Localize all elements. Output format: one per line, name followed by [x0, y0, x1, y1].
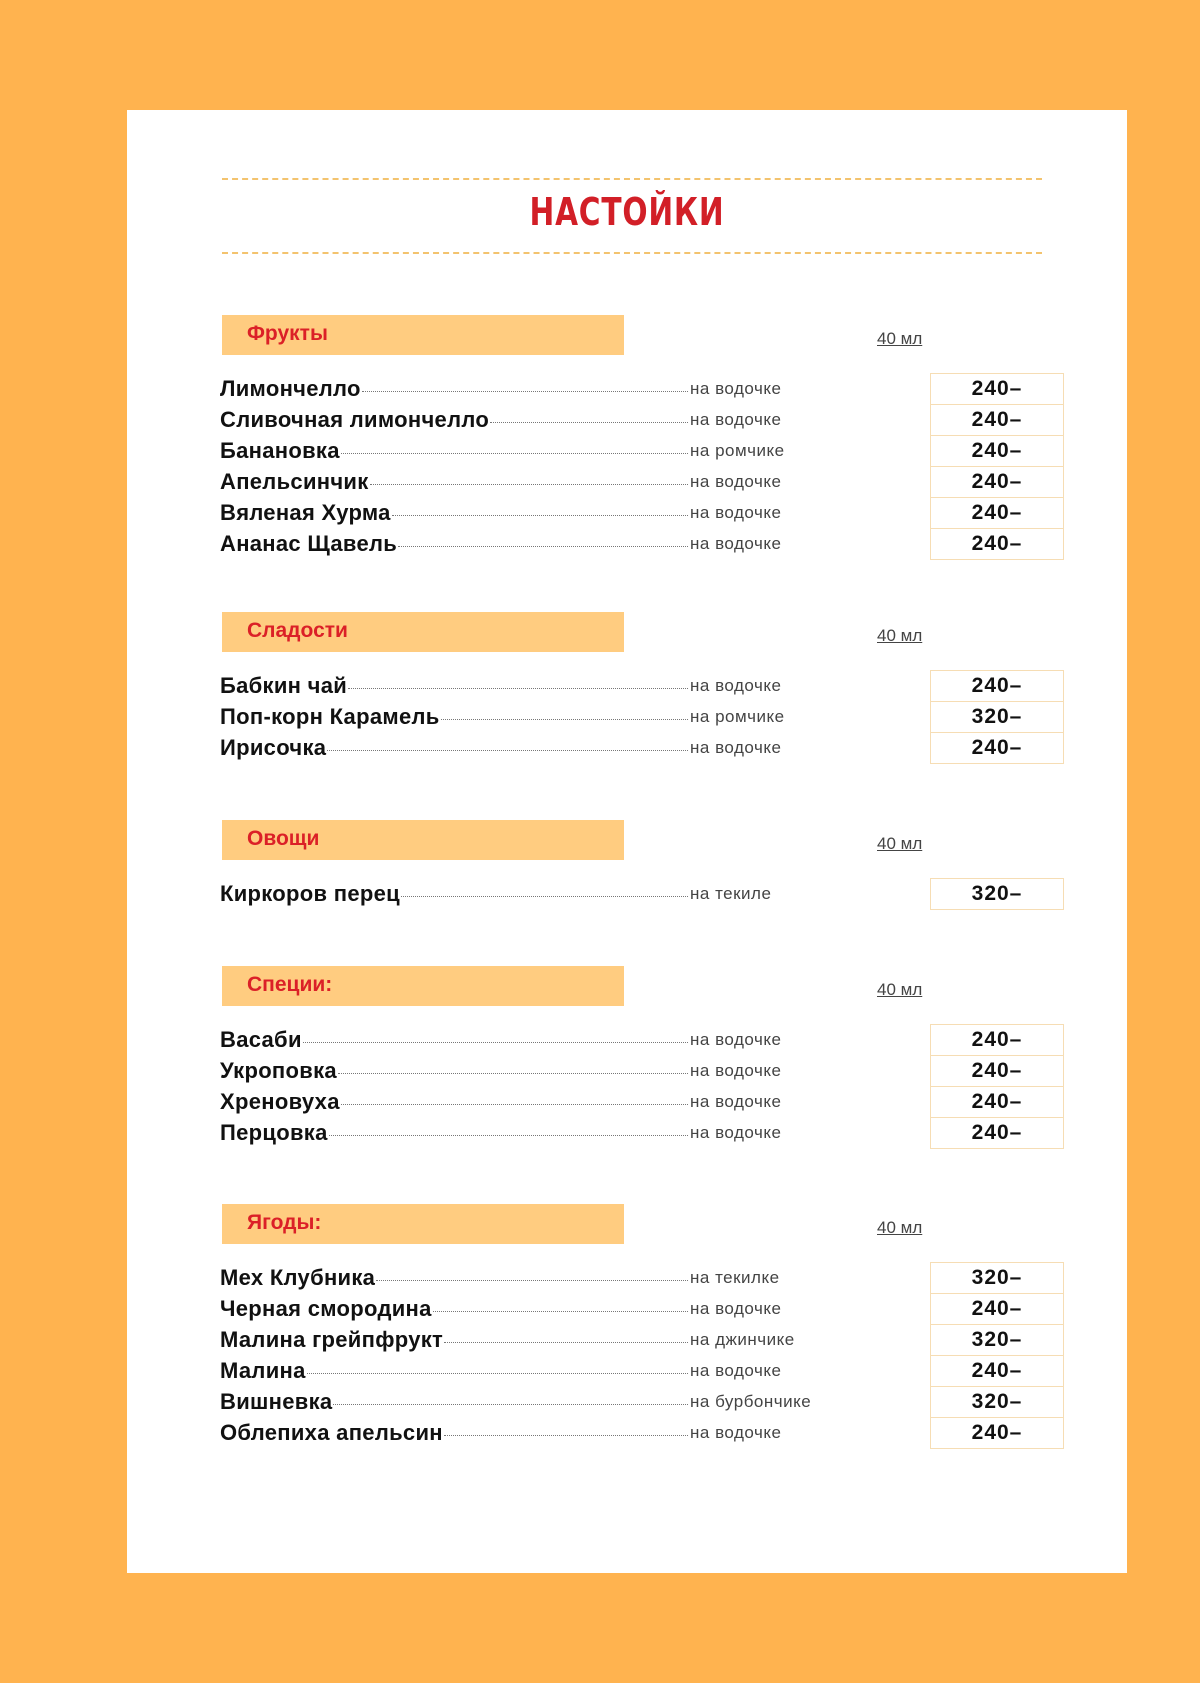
item-name: Малина грейпфрукт	[220, 1327, 444, 1352]
item-base-spirit: на текиле	[690, 884, 772, 903]
menu-item-row	[220, 670, 1023, 701]
section-header-bar	[222, 612, 624, 652]
item-name-with-leader	[220, 1117, 688, 1148]
item-price: 240–	[930, 1417, 1064, 1449]
item-price: 240–	[930, 528, 1064, 560]
item-price: 240–	[930, 435, 1064, 467]
dot-leader	[392, 515, 688, 516]
item-name-with-leader	[220, 878, 688, 909]
menu-item-row	[220, 878, 1023, 909]
item-base-spirit: на водочке	[690, 1061, 782, 1080]
item-base-spirit: на водочке	[690, 410, 782, 429]
item-name: Ананас Щавель	[220, 531, 398, 556]
item-name: Ирисочка	[220, 735, 327, 760]
menu-item-row	[220, 528, 1023, 559]
item-name-with-leader	[220, 1293, 688, 1324]
item-price: 240–	[930, 466, 1064, 498]
item-name: Укроповка	[220, 1058, 337, 1083]
item-name-with-leader	[220, 466, 688, 497]
volume-label: 40 мл	[877, 834, 923, 853]
menu-item-row	[220, 497, 1023, 528]
top-dashed-divider	[222, 178, 1042, 180]
item-price: 320–	[930, 1324, 1064, 1356]
item-base-spirit: на водочке	[690, 676, 782, 695]
item-price: 240–	[930, 1024, 1064, 1056]
section-header-bar	[222, 315, 624, 355]
section-title: Специи:	[247, 973, 333, 996]
item-name: Облепиха апельсин	[220, 1420, 443, 1445]
item-name: Вяленая Хурма	[220, 500, 391, 525]
menu-item-row	[220, 1355, 1023, 1386]
dot-leader	[303, 1042, 688, 1043]
item-base-spirit: на текилке	[690, 1268, 780, 1287]
section-title: Фрукты	[247, 322, 328, 345]
item-name: Банановка	[220, 438, 340, 463]
item-name: Бабкин чай	[220, 673, 348, 698]
item-base-spirit: на водочке	[690, 534, 782, 553]
item-base-spirit: на водочке	[690, 379, 782, 398]
item-price: 320–	[930, 878, 1064, 910]
menu-item-row	[220, 373, 1023, 404]
item-base-spirit: на ромчике	[690, 441, 785, 460]
dot-leader	[338, 1073, 688, 1074]
dot-leader	[329, 1135, 688, 1136]
menu-item-row	[220, 1055, 1023, 1086]
item-name-with-leader	[220, 1262, 688, 1293]
volume-label: 40 мл	[877, 1218, 923, 1237]
item-base-spirit: на водочке	[690, 1299, 782, 1318]
menu-item-row	[220, 435, 1023, 466]
item-price: 240–	[930, 732, 1064, 764]
dot-leader	[441, 719, 688, 720]
item-base-spirit: на водочке	[690, 1030, 782, 1049]
item-base-spirit: на водочке	[690, 472, 782, 491]
section-header-bar	[222, 1204, 624, 1244]
menu-item-row	[220, 1024, 1023, 1055]
item-name: Вишневка	[220, 1389, 333, 1414]
menu-item-row	[220, 466, 1023, 497]
dot-leader	[307, 1373, 688, 1374]
dot-leader	[327, 750, 688, 751]
item-name: Васаби	[220, 1027, 302, 1052]
item-name-with-leader	[220, 1417, 688, 1448]
item-price: 320–	[930, 1386, 1064, 1418]
item-base-spirit: на джинчике	[690, 1330, 795, 1349]
item-name-with-leader	[220, 1024, 688, 1055]
menu-item-row	[220, 1086, 1023, 1117]
item-name: Перцовка	[220, 1120, 328, 1145]
item-name: Апельсинчик	[220, 469, 369, 494]
volume-label: 40 мл	[877, 980, 923, 999]
item-base-spirit: на водочке	[690, 1423, 782, 1442]
dot-leader	[341, 1104, 688, 1105]
item-name: Сливочная лимончелло	[220, 407, 490, 432]
dot-leader	[444, 1435, 688, 1436]
item-name-with-leader	[220, 732, 688, 763]
item-base-spirit: на водочке	[690, 1361, 782, 1380]
dot-leader	[341, 453, 688, 454]
item-name-with-leader	[220, 1386, 688, 1417]
dot-leader	[490, 422, 688, 423]
dot-leader	[433, 1311, 688, 1312]
item-price: 240–	[930, 1086, 1064, 1118]
bottom-dashed-divider	[222, 252, 1042, 254]
item-name-with-leader	[220, 1055, 688, 1086]
menu-item-row	[220, 404, 1023, 435]
menu-item-row	[220, 1386, 1023, 1417]
item-name-with-leader	[220, 528, 688, 559]
volume-label: 40 мл	[877, 626, 923, 645]
dot-leader	[401, 896, 688, 897]
item-price: 240–	[930, 1055, 1064, 1087]
item-price: 240–	[930, 1293, 1064, 1325]
menu-item-row	[220, 1417, 1023, 1448]
dot-leader	[333, 1404, 688, 1405]
menu-item-row	[220, 1117, 1023, 1148]
item-name-with-leader	[220, 1355, 688, 1386]
dot-leader	[348, 688, 688, 689]
item-base-spirit: на ромчике	[690, 707, 785, 726]
item-name-with-leader	[220, 497, 688, 528]
item-name-with-leader	[220, 1324, 688, 1355]
item-base-spirit: на бурбончике	[690, 1392, 812, 1411]
item-name: Лимончелло	[220, 376, 361, 401]
item-name: Мех Клубника	[220, 1265, 376, 1290]
dot-leader	[376, 1280, 688, 1281]
item-name: Малина	[220, 1358, 306, 1383]
menu-item-row	[220, 701, 1023, 732]
item-name-with-leader	[220, 404, 688, 435]
item-base-spirit: на водочке	[690, 1123, 782, 1142]
item-price: 320–	[930, 1262, 1064, 1294]
item-name: Поп-корн Карамель	[220, 704, 440, 729]
item-name-with-leader	[220, 701, 688, 732]
item-name-with-leader	[220, 1086, 688, 1117]
section-header-bar	[222, 820, 624, 860]
item-name: Черная смородина	[220, 1296, 432, 1321]
item-price: 240–	[930, 404, 1064, 436]
item-price: 240–	[930, 497, 1064, 529]
menu-item-row	[220, 1293, 1023, 1324]
menu-item-row	[220, 1324, 1023, 1355]
dot-leader	[362, 391, 688, 392]
item-name: Хреновуха	[220, 1089, 340, 1114]
item-base-spirit: на водочке	[690, 1092, 782, 1111]
item-name: Киркоров перец	[220, 881, 400, 906]
dot-leader	[398, 546, 688, 547]
item-base-spirit: на водочке	[690, 503, 782, 522]
item-price: 240–	[930, 1355, 1064, 1387]
section-title: Овощи	[247, 827, 320, 850]
page-title: НАСТОЙКИ	[529, 190, 725, 234]
item-price: 320–	[930, 701, 1064, 733]
item-price: 240–	[930, 670, 1064, 702]
section-title: Сладости	[247, 619, 348, 642]
menu-item-row	[220, 732, 1023, 763]
item-price: 240–	[930, 373, 1064, 405]
dot-leader	[370, 484, 688, 485]
section-header-bar	[222, 966, 624, 1006]
menu-page	[127, 110, 1127, 1573]
item-name-with-leader	[220, 670, 688, 701]
item-base-spirit: на водочке	[690, 738, 782, 757]
item-price: 240–	[930, 1117, 1064, 1149]
dot-leader	[444, 1342, 688, 1343]
item-name-with-leader	[220, 373, 688, 404]
item-name-with-leader	[220, 435, 688, 466]
volume-label: 40 мл	[877, 329, 923, 348]
menu-item-row	[220, 1262, 1023, 1293]
section-title: Ягоды:	[247, 1211, 322, 1234]
